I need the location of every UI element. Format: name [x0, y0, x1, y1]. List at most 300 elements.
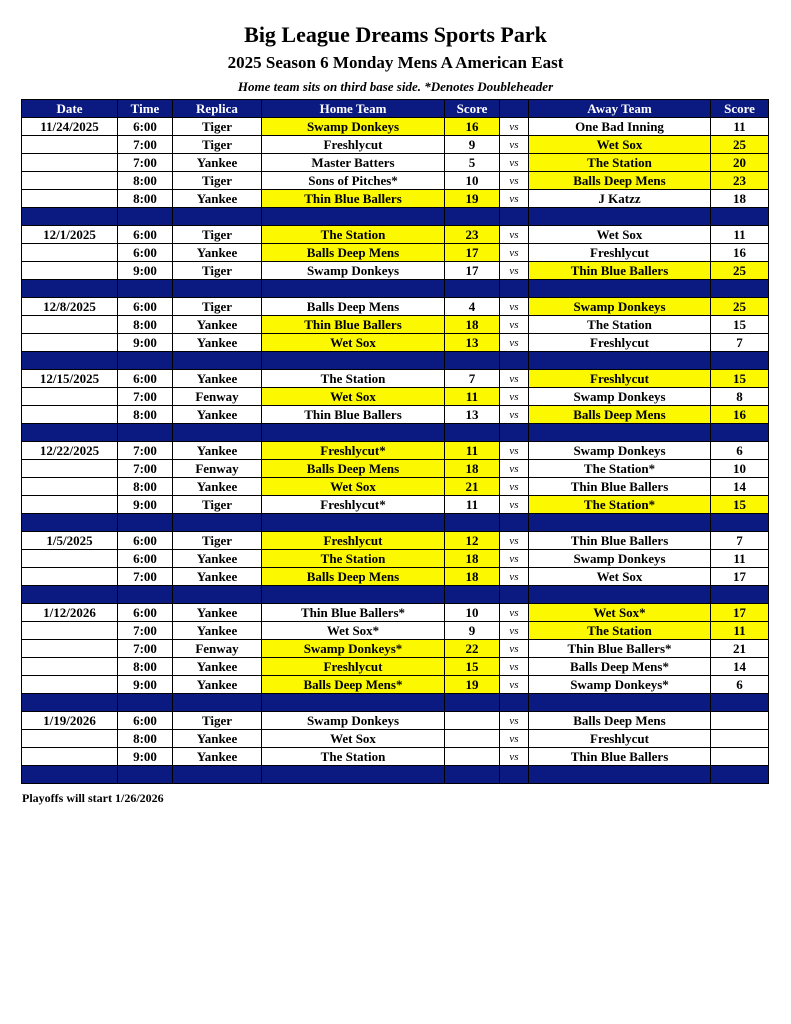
home-team: The Station	[262, 370, 445, 388]
away-team: Swamp Donkeys	[529, 550, 711, 568]
away-score: 7	[711, 532, 769, 550]
schedule-table	[21, 99, 769, 784]
home-score: 13	[445, 334, 500, 352]
away-team: The Station	[529, 622, 711, 640]
game-date	[22, 154, 118, 172]
vs-label: vs	[500, 712, 529, 730]
away-team: Swamp Donkeys	[529, 388, 711, 406]
game-field: Yankee	[173, 334, 262, 352]
separator-cell	[262, 352, 445, 370]
col-header-home-score: Score	[445, 100, 500, 118]
game-field: Tiger	[173, 298, 262, 316]
separator-cell	[529, 352, 711, 370]
home-score: 17	[445, 244, 500, 262]
game-row	[22, 298, 769, 316]
vs-label: vs	[500, 640, 529, 658]
home-score: 18	[445, 460, 500, 478]
week-separator	[22, 514, 769, 532]
game-row	[22, 118, 769, 136]
away-team: Wet Sox	[529, 136, 711, 154]
home-team: The Station	[262, 226, 445, 244]
game-field: Tiger	[173, 712, 262, 730]
col-header-date: Date	[22, 100, 118, 118]
vs-label: vs	[500, 460, 529, 478]
table-header-row	[22, 100, 769, 118]
game-field: Yankee	[173, 406, 262, 424]
vs-label: vs	[500, 622, 529, 640]
separator-cell	[262, 514, 445, 532]
separator-cell	[445, 694, 500, 712]
game-time: 6:00	[118, 604, 173, 622]
game-field: Yankee	[173, 622, 262, 640]
game-row	[22, 730, 769, 748]
home-team: Thin Blue Ballers*	[262, 604, 445, 622]
game-date	[22, 172, 118, 190]
game-field: Yankee	[173, 568, 262, 586]
game-field: Yankee	[173, 154, 262, 172]
home-team: Swamp Donkeys*	[262, 640, 445, 658]
vs-label: vs	[500, 262, 529, 280]
separator-cell	[22, 694, 118, 712]
home-score	[445, 748, 500, 766]
separator-cell	[22, 514, 118, 532]
vs-label: vs	[500, 676, 529, 694]
home-score: 9	[445, 136, 500, 154]
away-team: J Katzz	[529, 190, 711, 208]
game-row	[22, 604, 769, 622]
separator-cell	[118, 352, 173, 370]
away-team: The Station	[529, 154, 711, 172]
separator-cell	[173, 586, 262, 604]
game-field: Yankee	[173, 316, 262, 334]
separator-cell	[500, 514, 529, 532]
game-row	[22, 172, 769, 190]
game-date	[22, 622, 118, 640]
game-time: 6:00	[118, 226, 173, 244]
home-score: 17	[445, 262, 500, 280]
vs-label: vs	[500, 406, 529, 424]
away-team: Freshlycut	[529, 334, 711, 352]
game-row	[22, 748, 769, 766]
away-score: 25	[711, 262, 769, 280]
col-header-home-team: Home Team	[262, 100, 445, 118]
away-score	[711, 712, 769, 730]
home-score: 13	[445, 406, 500, 424]
vs-label: vs	[500, 604, 529, 622]
game-row	[22, 226, 769, 244]
game-row	[22, 244, 769, 262]
vs-label: vs	[500, 658, 529, 676]
home-team: Balls Deep Mens	[262, 460, 445, 478]
game-field: Fenway	[173, 640, 262, 658]
game-time: 8:00	[118, 190, 173, 208]
page-subtitle: 2025 Season 6 Monday Mens A American East	[227, 53, 564, 72]
home-team: Freshlycut*	[262, 442, 445, 460]
separator-cell	[529, 766, 711, 784]
game-field: Yankee	[173, 748, 262, 766]
home-score: 7	[445, 370, 500, 388]
game-row	[22, 334, 769, 352]
home-score: 10	[445, 172, 500, 190]
game-time: 7:00	[118, 388, 173, 406]
game-date: 12/22/2025	[22, 442, 118, 460]
separator-cell	[500, 694, 529, 712]
separator-cell	[262, 208, 445, 226]
separator-cell	[500, 586, 529, 604]
vs-label: vs	[500, 136, 529, 154]
home-team: Thin Blue Ballers	[262, 190, 445, 208]
game-field: Yankee	[173, 550, 262, 568]
away-score: 21	[711, 640, 769, 658]
game-row	[22, 190, 769, 208]
separator-cell	[500, 352, 529, 370]
away-team: Freshlycut	[529, 730, 711, 748]
home-score: 5	[445, 154, 500, 172]
away-score: 7	[711, 334, 769, 352]
home-team: Balls Deep Mens	[262, 244, 445, 262]
separator-cell	[445, 424, 500, 442]
separator-cell	[262, 766, 445, 784]
game-time: 7:00	[118, 136, 173, 154]
away-score: 11	[711, 622, 769, 640]
vs-label: vs	[500, 190, 529, 208]
col-header-away-team: Away Team	[529, 100, 711, 118]
game-field: Yankee	[173, 730, 262, 748]
away-score: 10	[711, 460, 769, 478]
game-time: 6:00	[118, 550, 173, 568]
home-score: 22	[445, 640, 500, 658]
game-field: Yankee	[173, 190, 262, 208]
week-separator	[22, 208, 769, 226]
away-team: Freshlycut	[529, 370, 711, 388]
vs-label: vs	[500, 154, 529, 172]
home-score: 19	[445, 190, 500, 208]
week-separator	[22, 280, 769, 298]
game-time: 7:00	[118, 460, 173, 478]
home-score: 9	[445, 622, 500, 640]
game-time: 6:00	[118, 244, 173, 262]
game-time: 8:00	[118, 658, 173, 676]
game-field: Tiger	[173, 172, 262, 190]
home-team: Thin Blue Ballers	[262, 406, 445, 424]
separator-cell	[22, 208, 118, 226]
separator-cell	[711, 208, 769, 226]
vs-label: vs	[500, 748, 529, 766]
separator-cell	[118, 514, 173, 532]
home-score: 4	[445, 298, 500, 316]
game-row	[22, 658, 769, 676]
game-time: 7:00	[118, 640, 173, 658]
game-date: 12/15/2025	[22, 370, 118, 388]
separator-cell	[445, 208, 500, 226]
home-team: Freshlycut	[262, 532, 445, 550]
game-field: Tiger	[173, 226, 262, 244]
game-field: Yankee	[173, 658, 262, 676]
game-row	[22, 532, 769, 550]
week-separator	[22, 694, 769, 712]
separator-cell	[529, 280, 711, 298]
home-score: 11	[445, 496, 500, 514]
game-row	[22, 640, 769, 658]
home-team: Balls Deep Mens*	[262, 676, 445, 694]
away-score	[711, 730, 769, 748]
game-date	[22, 730, 118, 748]
separator-cell	[500, 424, 529, 442]
game-time: 9:00	[118, 676, 173, 694]
separator-cell	[529, 694, 711, 712]
col-header-replica: Replica	[173, 100, 262, 118]
home-score: 18	[445, 568, 500, 586]
separator-cell	[22, 586, 118, 604]
col-header-away-score: Score	[711, 100, 769, 118]
game-field: Yankee	[173, 244, 262, 262]
separator-cell	[173, 514, 262, 532]
away-score: 11	[711, 550, 769, 568]
home-team: Wet Sox	[262, 730, 445, 748]
game-field: Tiger	[173, 532, 262, 550]
separator-cell	[711, 352, 769, 370]
away-score: 16	[711, 406, 769, 424]
away-team: Wet Sox*	[529, 604, 711, 622]
game-time: 8:00	[118, 316, 173, 334]
separator-cell	[529, 586, 711, 604]
week-separator	[22, 766, 769, 784]
game-row	[22, 622, 769, 640]
away-team: One Bad Inning	[529, 118, 711, 136]
separator-cell	[22, 280, 118, 298]
game-date	[22, 406, 118, 424]
home-team: Swamp Donkeys	[262, 262, 445, 280]
separator-cell	[445, 586, 500, 604]
away-score: 18	[711, 190, 769, 208]
away-score: 11	[711, 226, 769, 244]
home-score: 18	[445, 550, 500, 568]
game-field: Yankee	[173, 478, 262, 496]
schedule-body	[22, 118, 769, 784]
game-time: 7:00	[118, 568, 173, 586]
game-date	[22, 136, 118, 154]
separator-cell	[262, 424, 445, 442]
home-team: Swamp Donkeys	[262, 712, 445, 730]
home-team: Freshlycut	[262, 136, 445, 154]
vs-label: vs	[500, 244, 529, 262]
separator-cell	[173, 694, 262, 712]
away-score: 17	[711, 604, 769, 622]
game-date	[22, 190, 118, 208]
game-date: 1/5/2025	[22, 532, 118, 550]
away-team: Balls Deep Mens*	[529, 658, 711, 676]
separator-cell	[445, 514, 500, 532]
game-row	[22, 136, 769, 154]
vs-label: vs	[500, 334, 529, 352]
game-date	[22, 568, 118, 586]
home-team: Freshlycut*	[262, 496, 445, 514]
separator-cell	[118, 424, 173, 442]
game-row	[22, 388, 769, 406]
game-row	[22, 262, 769, 280]
away-score: 25	[711, 136, 769, 154]
game-time: 6:00	[118, 712, 173, 730]
playoffs-note: Playoffs will start 1/26/2026	[22, 791, 164, 805]
separator-cell	[529, 208, 711, 226]
separator-cell	[173, 424, 262, 442]
game-field: Fenway	[173, 460, 262, 478]
game-field: Tiger	[173, 496, 262, 514]
game-row	[22, 442, 769, 460]
col-header-time: Time	[118, 100, 173, 118]
game-date: 1/19/2026	[22, 712, 118, 730]
vs-label: vs	[500, 442, 529, 460]
vs-label: vs	[500, 298, 529, 316]
away-score: 15	[711, 316, 769, 334]
game-date	[22, 496, 118, 514]
col-header-vs	[500, 100, 529, 118]
vs-label: vs	[500, 496, 529, 514]
game-time: 6:00	[118, 370, 173, 388]
vs-label: vs	[500, 568, 529, 586]
separator-cell	[500, 766, 529, 784]
away-team: Balls Deep Mens	[529, 406, 711, 424]
separator-cell	[262, 586, 445, 604]
separator-cell	[529, 424, 711, 442]
away-team: Balls Deep Mens	[529, 712, 711, 730]
away-score: 14	[711, 478, 769, 496]
separator-cell	[711, 586, 769, 604]
week-separator	[22, 424, 769, 442]
home-score: 18	[445, 316, 500, 334]
home-team: The Station	[262, 748, 445, 766]
game-field: Yankee	[173, 604, 262, 622]
game-date: 1/12/2026	[22, 604, 118, 622]
away-team: Thin Blue Ballers*	[529, 640, 711, 658]
game-time: 7:00	[118, 622, 173, 640]
vs-label: vs	[500, 316, 529, 334]
separator-cell	[118, 766, 173, 784]
vs-label: vs	[500, 730, 529, 748]
game-time: 9:00	[118, 748, 173, 766]
game-date	[22, 658, 118, 676]
away-score	[711, 748, 769, 766]
away-score: 6	[711, 442, 769, 460]
away-team: Thin Blue Ballers	[529, 478, 711, 496]
game-row	[22, 712, 769, 730]
home-team: Balls Deep Mens	[262, 298, 445, 316]
away-score: 23	[711, 172, 769, 190]
vs-label: vs	[500, 532, 529, 550]
separator-cell	[529, 514, 711, 532]
game-row	[22, 676, 769, 694]
separator-cell	[711, 280, 769, 298]
away-team: The Station	[529, 316, 711, 334]
separator-cell	[500, 208, 529, 226]
game-date	[22, 244, 118, 262]
home-score: 23	[445, 226, 500, 244]
game-row	[22, 154, 769, 172]
away-score: 25	[711, 298, 769, 316]
game-row	[22, 568, 769, 586]
home-team-note: Home team sits on third base side. *Denotes Doubleheader	[237, 79, 554, 94]
away-score: 17	[711, 568, 769, 586]
vs-label: vs	[500, 478, 529, 496]
home-team: Thin Blue Ballers	[262, 316, 445, 334]
game-time: 8:00	[118, 172, 173, 190]
home-team: Balls Deep Mens	[262, 568, 445, 586]
away-team: Swamp Donkeys*	[529, 676, 711, 694]
home-score: 10	[445, 604, 500, 622]
game-field: Yankee	[173, 676, 262, 694]
separator-cell	[173, 280, 262, 298]
game-date	[22, 550, 118, 568]
game-row	[22, 406, 769, 424]
game-date	[22, 640, 118, 658]
game-time: 6:00	[118, 118, 173, 136]
separator-cell	[173, 208, 262, 226]
away-team: Thin Blue Ballers	[529, 262, 711, 280]
game-time: 6:00	[118, 532, 173, 550]
vs-label: vs	[500, 226, 529, 244]
home-score: 12	[445, 532, 500, 550]
home-team: Freshlycut	[262, 658, 445, 676]
separator-cell	[22, 766, 118, 784]
home-score: 15	[445, 658, 500, 676]
separator-cell	[22, 352, 118, 370]
home-score: 21	[445, 478, 500, 496]
game-row	[22, 550, 769, 568]
away-team: The Station*	[529, 496, 711, 514]
page-title: Big League Dreams Sports Park	[244, 22, 547, 47]
separator-cell	[118, 694, 173, 712]
away-score: 15	[711, 496, 769, 514]
home-team: Wet Sox	[262, 478, 445, 496]
game-date	[22, 478, 118, 496]
separator-cell	[711, 424, 769, 442]
away-team: Wet Sox	[529, 568, 711, 586]
vs-label: vs	[500, 172, 529, 190]
away-score: 15	[711, 370, 769, 388]
home-score: 19	[445, 676, 500, 694]
away-team: The Station*	[529, 460, 711, 478]
week-separator	[22, 586, 769, 604]
separator-cell	[500, 280, 529, 298]
home-score: 11	[445, 388, 500, 406]
home-team: Swamp Donkeys	[262, 118, 445, 136]
separator-cell	[445, 352, 500, 370]
separator-cell	[118, 280, 173, 298]
game-date: 11/24/2025	[22, 118, 118, 136]
game-date: 12/1/2025	[22, 226, 118, 244]
game-row	[22, 496, 769, 514]
game-date	[22, 748, 118, 766]
game-date	[22, 388, 118, 406]
vs-label: vs	[500, 550, 529, 568]
separator-cell	[711, 766, 769, 784]
home-team: Wet Sox	[262, 334, 445, 352]
separator-cell	[445, 280, 500, 298]
away-team: Thin Blue Ballers	[529, 748, 711, 766]
vs-label: vs	[500, 388, 529, 406]
home-score	[445, 712, 500, 730]
game-row	[22, 478, 769, 496]
separator-cell	[22, 424, 118, 442]
separator-cell	[262, 694, 445, 712]
game-time: 8:00	[118, 406, 173, 424]
game-time: 7:00	[118, 154, 173, 172]
away-score: 11	[711, 118, 769, 136]
game-time: 8:00	[118, 478, 173, 496]
home-score	[445, 730, 500, 748]
away-score: 20	[711, 154, 769, 172]
game-date	[22, 676, 118, 694]
